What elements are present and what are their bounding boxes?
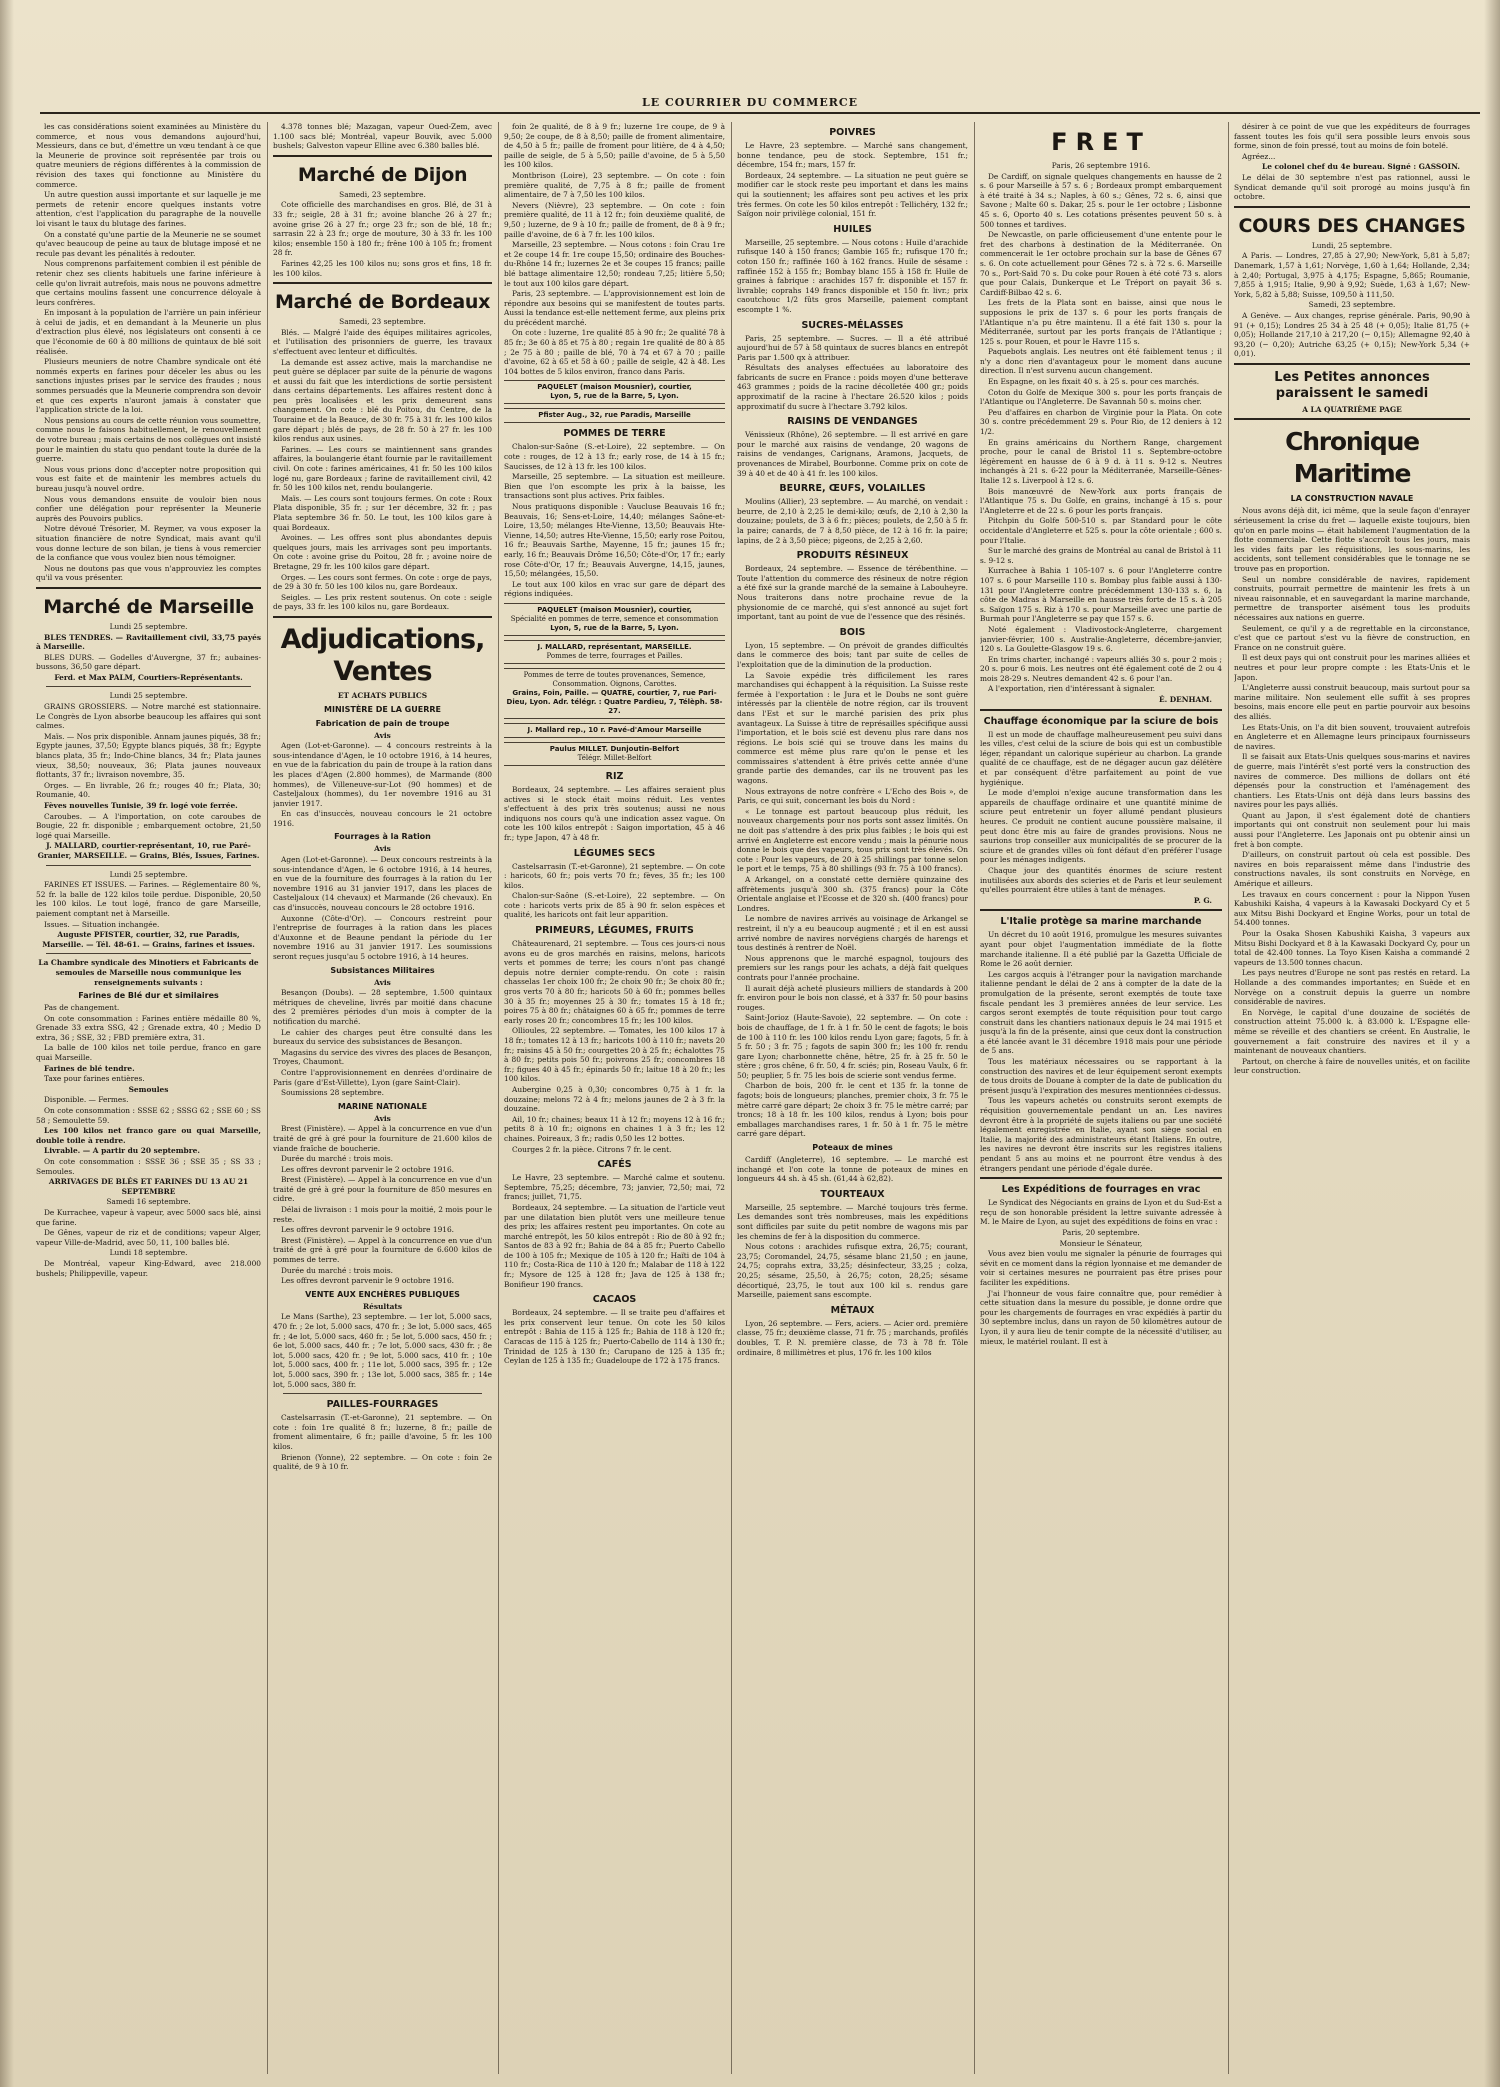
signature: P. G.	[1193, 895, 1212, 905]
dijon-market-heading: Marché de Dijon	[297, 163, 468, 186]
arrivages-heading: ARRIVAGES DE BLÉS ET FARINES DU 13 AU 21 SEPTEMBRE	[48, 1177, 249, 1196]
dateline: Samedi, 23 septembre.	[339, 189, 426, 199]
signature: Le colonel chef du 4e bureau. Signé : GASSOIN.	[1262, 162, 1460, 172]
dateline: Lundi 25 septembre.	[109, 621, 188, 631]
column-divider	[731, 122, 732, 2074]
advertisement: PAQUELET (maison Mousnier), courtier, Lyon, 5, rue de la Barre, 5, Lyon.	[504, 380, 725, 404]
dateline: Lundi 25 septembre.	[109, 691, 188, 701]
column-divider	[267, 122, 268, 2074]
dateline: Paris, 26 septembre 1916.	[1051, 161, 1151, 170]
fret-heading: FRET	[1051, 128, 1151, 156]
dateline: Samedi, 23 septembre.	[339, 317, 426, 327]
cours-des-changes-heading: COURS DES CHANGES	[1238, 214, 1466, 237]
page-left-shadow	[0, 0, 14, 2087]
adjudications-subheading: ET ACHATS PUBLICS	[337, 690, 428, 700]
column-3: foin 2e qualité, de 8 à 9 fr.; luzerne 1re coupe, de 9 à 9,50; 2e coupe, de 8 à 8,50; paille de froment alimentaire, de 4,50 à 5 fr.; paille de froment pour litière, de 4 à 4,50; paille de seigle, de 5 à 5,50; paille d'avoine, de 5 à 5,50 les 100 kilos. Montbrison (Loire), 23 septembre. — On cote : foin première qualité, de 7,75 à 8 fr.; paille de froment alimentaire, de 7 à 7,50 les 100 kilos. Nevers (Nièvre), 23 septembre. — On cote : foin première qualité, de 11 à 12 fr.; foin deuxième qualité, de 9,50 ; luzerne, de 9 à 10 fr.; paille de froment, de 8 à 9 fr.; paille d'avoine, de 6 à 7 fr. les 100 kilos. Marseille, 23 septembre. — Nous cotons : foin Crau 1re et 2e coupe 14 fr. 1re coupe 15,50; ordinaire des Bouches-du-Rhône 14 fr.; luzernes 2e et 3e coupes 15 francs; paille blé battage alimentaire 12,50; rondeau 7,25; litière 5,50; le tout aux 100 kilos gare départ. Paris, 23 septembre. — L'approvisionnement est loin de répondre aux besoins qui se manifestent de toutes parts. Aussi la tendance est-elle nettement ferme, aux pleins prix du précédent marché. On cote : luzerne, 1re qualité 85 à 90 fr.; 2e qualité 78 à 85 fr.; 3e 60 à 85 et 75 à 80 ; regain 1re qualité de 80 à 85 ; 2e 75 à 80 ; paille de blé, 70 à 74 et 67 à 70 ; paille d'avoine, 62 à 65 et 58 à 60 ; paille de seigle, 42 à 48. Les 104 bottes de 5 kilos environ, franco dans Paris. PAQUELET (maison Mousnier), courtier, Lyon, 5, rue de la Barre, 5, Lyon. Pfister Aug., 32, rue Paradis, Marseille POMMES DE TERRE Chalon-sur-Saône (S.-et-Loire), 22 septembre. — On cote : rouges, de 12 à 13 fr.; early rose, de 14 à 15 fr.; Saucisses, de 12 à 13 fr. les 100 kilos. Marseille, 25 septembre. — La situation est meilleure. Bien que l'on escompte les prix à la baisse, les transactions sont plus actives. Prix faibles. Nous pratiquons disponible : Vaucluse Beauvais 16 fr.; Beauvais, 16; Sens-et-Loire, 14,40; mélanges Saône-et-Loire, 13,50; mélanges Hte-Vienne, 13,50; Beauvais Hte-Vienne, 14,50; autres Hte-Vienne, 15,50; early rose Poitou, 16 fr.; Beauvais Sarthe, Mayenne, 15 fr.; jaunes 15 fr.; early, 16 fr.; Beauvais Drôme 16,50; Côte-d'Or, 17 fr.; early rose Côte-d'Or, 17 fr.; Beauvais Auvergne, 14,15, jaunes, 15,50; mélangées, 15,50. Le tout aux 100 kilos en vrac sur gare de départ des régions indiquées. PAQUELET (maison Mousnier), courtier, Spécialité en pommes de terre, semence et consommation Lyon, 5, rue de la Barre, 5, Lyon. J. MALLARD, représentant, MARSEILLE. Pommes de terre, fourrages et Pailles. Pommes de terre de toutes provenances, Semence, Consommation. Oignons, Carottes. Grains, Foin, Paille. — QUATRE, courtier, 7, rue Pari-Dieu, Lyon. Adr. télégr. : Quatre Pardieu, 7, Télèph. 58-27. J. Mallard rep., 10 r. Pavé-d'Amour Marseille Paulus MILLET. Dunjoutin-Belfort Télégr. Millet-Belfort RIZ Bordeaux, 24 septembre. — Les affaires seraient plus actives si le stock était moins réduit. Les ventes s'effectuent à des prix très soutenus; aussi ne nous indiquons nos cours qu'à une indication assez vague. On cote les 100 kilos entrepôt : Saigon importation, 45 à 46 fr.; type Japon, 47 à 48 fr. LÉGUMES SECS Castelsarrasin (T.-et-Garonne), 21 septembre. — On cote : haricots, 60 fr.; pois verts 70 fr.; fèves, 35 fr.; les 100 kilos. Chalon-sur-Saône (S.-et-Loire), 22 septembre. — On cote : haricots verts prix de 85 à 90 fr. selon espèces et qualité, les haricots ont fait leur apparition. PRIMEURS, LÉGUMES, FRUITS Châteaurenard, 21 septembre. — Tous ces jours-ci nous avons eu de gros marchés en raisins, melons, haricots verts et pommes de terre; les cours n'ont pas changé depuis notre dernier compte-rendu. On cote : raisin chasselas 1er choix 100 fr.; 2e choix 90 fr.; 3e choix 80 fr.; gros verts 70 à 80 fr.; haricots 50 à 60 fr.; pommes belles 30 à 35 fr.; moyennes 25 à 30 fr.; tomates 15 à 18 fr.; poires 75 à 80 fr.; châtaignes 60 à 65 fr.; pommes de terre early roses 20 fr.; concombres 15 fr.; les 100 kilos. Ollioules, 22 septembre. — Tomates, les 100 kilos 17 à 18 fr.; tomates 12 à 13 fr.; haricots 100 à 110 fr.; navets 20 fr.; raisins 45 à 50 fr.; courgettes 20 à 25 fr.; échalottes 75 à 80 fr.; petits pois 50 fr.; poivrons 25 fr.; concombres 18 fr.; figues 40 à 45 fr.; épinards 50 fr.; laitue 18 à 20 fr.; les 100 kilos. Aubergine 0,25 à 0,30; concombres 0,75 à 1 fr. la douzaine; melons 72 à 4 fr.; melons jaunes de 2 à 3 fr. la douzaine. Ail, 10 fr.; chaines; beaux 11 à 12 fr.; moyens 12 à 16 fr.; petits 8 à 10 fr.; oignons en chaines 1 à 3 fr.; les 12 chaines. Poireaux, 3 fr.; radis 0,50 les 12 bottes. Courges 2 fr. la pièce. Citrons 7 fr. le cent. CAFÉS Le Havre, 23 septembre. — Marché calme et soutenu. Septembre, 75,25; décembre, 73; janvier, 72,50; mai, 72 francs; juillet, 71,75. Bordeaux, 24 septembre. — La situation de l'article veut par une dilatation bien plutôt vers une meilleure tenue des prix; les affaires restent peu importantes. On cote au marché entrepôt, les 50 kilos entrepôt : Rio de 80 à 92 fr.; Santos de 83 à 92 fr.; Bahia de 84 à 85 fr.; Puerto Cabello de 100 à 105 fr.; Mexique de 105 à 120 fr.; Haïti de 104 à 110 fr.; Costa-Rica de 110 à 120 fr.; Malabar de 118 à 122 fr.; Mysore de 125 à 128 fr.; Java de 125 à 138 fr.; Bonifieur 190 francs. CACAOS Bordeaux, 24 septembre. — Il se traite peu d'affaires et les prix conservent leur tenue. On cote les 50 kilos entrepôt : Bahia de 115 à 125 fr.; Bahia de 118 à 120 fr.; Caracas de 115 à 125 fr.; Puerto-Cabello de 114 à 130 fr.; Trinidad de 125 à 130 fr.; Carupano de 125 à 135 fr.; Ceylan de 125 à 135 fr.; Guadeloupe de 172 à 175 francs.	[504, 122, 725, 1366]
column-divider	[1228, 122, 1229, 2074]
column-5: FRET Paris, 26 septembre 1916. De Cardiff, on signale quelques changements en hausse de 2 s. 6 pour Marseille à 57 s. 6 ; Bordeaux prompt embarquement à été traité à 34 s.; Naples, à 60 s.; Gênes, 72 s. 6, ainsi que Savone ; Malte 60 s. Dakar, 25 s. pour le 1er octobre ; Lisbonne 45 s. 6, Oporto 40 s. Les cotations présentes peuvent 50 s. à 500 tonnes et tardives. De Newcastle, on parle officieusement d'une entente pour le fret des charbons à destination de la Méditerranée. On commencerait le 1er octobre prochain sur la base de Gênes 67 s. 6. On cote actuellement pour Gênes 72 s. à 72 s. 6. Marseille 70 s., Port-Saïd 70 s. Du coke pour Rouen à été coté 73 s. alors que pour Calais, Dunkerque et Le Tréport on payait 36 s. Cardiff-Bilbao 42 s. 6. Les frets de la Plata sont en baisse, ainsi que nous le supposions le prix de 137 s. 6 pour les ports français de l'Atlantique n'a pu être maintenu. Il a été fait 130 s. pour la Méditerranée, surtout par les ports français de l'Atlantique ; 125 s. pour Rouen, et pour le Havre 115 s. Paquebots anglais. Les neutres ont été faiblement tenus ; il n'y a donc rien d'avantageux pour le moment dans aucune direction. Il n'est survenu aucun changement. En Espagne, on les fixait 40 s. à 25 s. pour ces marchés. Coton du Golfe de Mexique 300 s. pour les ports français de l'Atlantique ou l'Angleterre. De Savannah 50 s. moins cher. Peu d'affaires en charbon de Virginie pour la Plata. On cote 30 s. contre précédemment 29 s. Pour Rio, de 12 deniers à 12 1/2. En grains américains du Northern Range, chargement proche, pour le canal de Bristol 11 s. Septembre-octobre légèrement en hausse de 6 à 9 d. à 11 s. 9-12 s. Neutres inchangés à 21 s. 6-22 pour la Méditerranée, Marseille-Gênes-Italie 12 s. Liverpool à 12 s. 6. Bois manœuvré de New-York aux ports français de l'Atlantique 75 s. Du Golfe, en grains, inchangé à 15 s. pour l'Angleterre et de 22 s. 6 pour les ports français. Pitchpin du Golfe 500-510 s. par Standard pour le côte occidentale d'Angleterre et 525 s. pour la côte orientale ; 600 s. pour l'Italie. Sur le marché des grains de Montréal au canal de Bristol à 11 s. 9-12 s. Kurrachee à Bahia 1 105-107 s. 6 pour l'Angleterre contre 107 s. 6 pour Marseille 110 s. Bombay plus faible aussi à 130-131 pour l'Angleterre contre précédemment 130-133 s. 6, la côte de Madras à Marseille en hausse très forte de 15 s. à 205 s. Saïgon 175 s. Riz à 170 s. pour Marseille avec une partie de Burmah pour l'Angleterre se pay que 157 s. 6. Noté également : Vladivostock-Angleterre, chargement janvier-février, 100 s. Australie-Angleterre, décembre-janvier, 120 s. La Goulette-Glasgow 19 s. 6. En trims charter, inchangé : vapeurs alliés 30 s. pour 2 mois ; 20 s. pour 6 mois. Les neutres ont été également coté de 2 ou 4 mois 28-29 s. Neutres demandent 42 s. 6 pour l'an. A l'exportation, rien d'intéressant à signaler. É. DENHAM. Chauffage économique par la sciure de bois Il est un mode de chauffage malheureusement peu suivi dans les villes, c'est celui de la sciure de bois qui est un combustible léger, répandant un calorique supérieur au charbon. La grande qualité de ce chauffage, est de ne dégager aucun gaz délétère et par conséquent d'être parfaitement au point de vue hygiénique. Le mode d'emploi n'exige aucune transformation dans les appareils de chauffage ordinaire et une quantité minime de sciure peut entretenir un foyer allumé pendant plusieurs heures. Ce produit ne contient aucune poussière malsaine, il peut donc être mis au faire de grandes provisions. Nous ne saurions trop conseiller aux municipalités de se procurer de la sciure et de grandes villes où font défaut d'en préférer l'usage pour les ménages indigents. Chaque jour des quantités énormes de sciure restent inutilisées aux abords des scieries et de Paris et leur seulement qu'elles pourraient être utiles à tant de ménages. P. G. L'Italie protège sa marine marchande Un décret du 10 août 1916, promulgue les mesures suivantes ayant pour objet l'augmentation immédiate de la flotte marchande italienne. Il a été publié par la Gazetta Ufficiale de Rome le 26 août dernier. Les cargos acquis à l'étranger pour la navigation marchande italienne pendant le délai de 2 ans à compter de la date de la promulgation de la présente, seront exemptés de toute taxe fiscale pendant les 3 premières années de leur service. Les cargos seront exemptés de toute réquisition pour tout cargo construit dans les chantiers nationaux depuis le 24 mai 1915 et jusqu'à la fin de la présente, ainsi que ceux dont la construction a été lancée avant le 31 décembre 1918 mais pour une période de 5 ans. Tous les matériaux nécessaires ou se rapportant à la construction des navires et de leur équipement seront exempts de tous droits de Douane à compter de la date de publication du présent jusqu'à l'expiration des mesures mentionnées ci-dessus. Tous les vapeurs achetés ou construits seront exempts de réquisition gouvernementale pendant un an. Les navires devront être à la propriété de sujets italiens ou par une société légalement enregistrée en Italie, ayant son siège social en Italie, la majorité des administrateurs étant Italiens. En outre, les navires ne devront être inscrits sur les registres italiens pendant 5 ans au moins et ne pourront être vendus à des étrangers pendant une période d'égale durée. Les Expéditions de fourrages en vrac Le Syndicat des Négociants en grains de Lyon et du Sud-Est a reçu de son honorable président la lettre suivante adressée à M. le Maire de Lyon, au sujet des expéditions de foins en vrac : Paris, 20 septembre. Monsieur le Sénateur, Vous avez bien voulu me signaler la pénurie de fourrages qui sévit en ce moment dans la région lyonnaise et me demander de voir si certaines mesures ne pourraient pas être prises pour faciliter les expéditions. J'ai l'honneur de vous faire connaître que, pour remédier à cette situation dans la mesure du possible, je donne ordre que pour les chargements de fourrages en vrac expédiés à partir du 30 septembre inclus, dans un rayon de 50 kilomètres autour de Lyon, il y aura lieu de tenir compte de la nécessité d'utiliser, au mieux, le matériel roulant. Il est à	[980, 128, 1222, 1346]
advertisement: J. Mallard rep., 10 r. Pavé-d'Amour Marseille	[504, 723, 725, 738]
advertisement: Paulus MILLET. Dunjoutin-Belfort Télégr. Millet-Belfort	[504, 742, 725, 766]
masthead-rule	[40, 112, 1480, 114]
advertisement: J. MALLARD, représentant, MARSEILLE. Pommes de terre, fourrages et Pailles.	[504, 640, 725, 664]
broker-line: Auguste PFISTER, courtier, 32, rue Paradis, Marseille. — Tél. 48-61. — Grains, farines et issues.	[42, 930, 255, 949]
advertisement: Pfister Aug., 32, rue Paradis, Marseille	[504, 408, 725, 423]
chauffage-heading: Chauffage économique par la sciure de bois	[983, 715, 1219, 727]
cacaos-heading: CACAOS	[592, 1294, 637, 1306]
petites-annonces-notice: Les Petites annonces paraissent le samedi	[1274, 369, 1430, 401]
chambre-syndicale-notice: La Chambre syndicale des Minotiers et Fabricants de semoules de Marseille nous communique les renseignements suivants :	[38, 958, 259, 987]
raisins-heading: RAISINS DE VENDANGES	[787, 416, 918, 428]
column-6: désirer à ce point de vue que les expéditeurs de fourrages fassent toutes les fois qu'il sera possible leurs envois sous forme, sinon de foin pressé, tout au moins de foin botelé. Agréez... Le colonel chef du 4e bureau. Signé : GASSOIN. Le délai de 30 septembre n'est pas rationnel, aussi le Syndicat demande qu'il soit prorogé au moins jusqu'à fin octobre. COURS DES CHANGES Lundi, 25 septembre. A Paris. — Londres, 27,85 à 27,90; New-York, 5,81 à 5,87; Danemark, 1,57 à 1,61; Norvège, 1,60 à 1,64; Hollande, 2,34; à 2,40; Portugal, 3,975 à 4,175; Espagne, 5,865; Roumanie, 7,855 à 1,915; Italie, 9,90 à 9,92; Suède, 1,63 à 1,67; New-York, 5,82 à 5,88; Suisse, 109,50 à 111,50. Samedi, 23 septembre. A Genève. — Aux changes, reprise générale. Paris, 90,90 à 91 (+ 0,15); Londres 25 34 à 25 48 (+ 0,05); Italie 81,75 (+ 0,05); Hollande 217,10 à 217,20 (− 0,15); Allemagne 92,40 à 93,20 (− 0,20); Autriche 63,25 (+ 0,15); New-York 5,34 (+ 0,01). Les Petites annonces paraissent le samedi A LA QUATRIÈME PAGE Chronique Maritime LA CONSTRUCTION NAVALE Nous avons déjà dit, ici même, que la seule façon d'enrayer sérieusement la crise du fret — laquelle existe toujours, bien qu'on en parle moins — était habilement l'augmentation de la flotte commerciale. Cette flotte s'accroît tous les jours, mais les vides faits par les réquisitions, les sous-marins, les accidents, sont tellement considérables que le tonnage ne se trouve pas en proportion. Seul un nombre considérable de navires, rapidement construits, pourrait permettre de maintenir les frets à un niveau raisonnable, et en sauvegardant la marine marchande, permettre de transporter aisément tous les produits nécessaires aux nations en guerre. Seulement, ce qu'il y a de regrettable en la circonstance, c'est que ce partout s'est vu la fièvre de construction, en France on ne construit guère. Il est deux pays qui ont construit pour les marines alliées et neutres et pour leur propre compte : les Etats-Unis et le Japon. L'Angleterre aussi construit beaucoup, mais surtout pour sa marine militaire. Non seulement elle suffit à ses propres besoins, mais encore elle peut en partie pourvoir aux besoins des alliés. Les Etats-Unis, on l'a dit bien souvent, trouvaient autrefois en Angleterre et en Allemagne leurs principaux fournisseurs de navires. Il se faisait aux Etats-Unis quelques sous-marins et navires de guerre, mais l'intérêt s'est porté vers la construction des navires de commerce. Des millions de dollars ont été dépensés pour la construction et l'aménagement des chantiers. Les Etats-Unis ont déjà dans leurs bassins des navires pour les pays alliés. Quant au Japon, il s'est également doté de chantiers importants qui ont construit non seulement pour lui mais aussi pour l'Angleterre. Les Japonais ont pu obtenir ainsi un fret à bon compte. D'ailleurs, on construit partout où cela est possible. Des navires en bois reparaissent même dans l'industrie des constructions navales, ils sont construits en Norvège, en Amérique et ailleurs. Les travaux en cours concernent : pour la Nippon Yusen Kabushiki Kaisha, 4 vapeurs à la Kawasaki Dockyard Cy et 5 aux Mitsu Bishi Dockyard et Engine Works, pour un total de 54.400 tonnes. Pour la Osaka Shosen Kabushiki Kaisha, 3 vapeurs aux Mitsu Bishi Dockyard et 8 à la Kawasaki Dockyard Cy, pour un total de 42.400 tonnes. La Toyo Kisen Kaisha a commandé 2 vapeurs de 13.500 tonnes chacun. Les pays neutres d'Europe ne sont pas restés en retard. La Hollande a des commandes importantes; en Suède et en Norvège on a construit depuis la guerre un nombre considérable de navires. En Norvège, le capital d'une douzaine de sociétés de construction atteint 75.000 k. à 83.000 k. L'Espagne elle-même se réveille et des chantiers se créent. En Australie, le gouvernement a fait construire des navires et il y a maintenant de nouveaux chantiers. Partout, on cherche à faire de nouvelles unités, et on facilite leur construction.	[1234, 122, 1470, 1076]
huiles-heading: HUILES	[833, 223, 872, 235]
produits-resineux-heading: PRODUITS RÉSINEUX	[796, 550, 909, 562]
poteaux-heading: Poteaux de mines	[812, 1143, 893, 1153]
advertisement: Pommes de terre de toutes provenances, Semence, Consommation. Oignons, Carottes. Grains, Foin, Paille. — QUATRE, courtier, 7, rue Pari-Dieu, Lyon. Adr. télégr. : Quatre Pardieu, 7, Télèph. 58-27.	[504, 668, 725, 719]
broker-line: Ferd. et Max PALM, Courtiers-Représentants.	[54, 672, 243, 682]
signature: É. DENHAM.	[1158, 695, 1212, 705]
dateline: Samedi, 23 septembre.	[1308, 300, 1396, 310]
bois-heading: BOIS	[839, 626, 866, 638]
farines-ble-heading: Farines de Blé dur et similaires	[78, 991, 219, 1001]
poivres-heading: POIVRES	[829, 127, 876, 138]
fourrages-vrac-heading: Les Expéditions de fourrages en vrac	[1001, 1184, 1201, 1196]
bordeaux-market-heading: Marché de Bordeaux	[274, 291, 491, 314]
legumes-secs-heading: LÉGUMES SECS	[573, 847, 656, 859]
construction-navale-heading: LA CONSTRUCTION NAVALE	[1290, 494, 1414, 504]
column-4: POIVRES Le Havre, 23 septembre. — Marché sans changement, bonne tendance, peu de stock. Septembre, 151 fr.; décembre, 154 fr.; mars, 157 fr. Bordeaux, 24 septembre. — La situation ne peut guère se modifier car le stock reste peu important et dans les mains qui la soutiennent; les affaires sont peu actives et les prix très fermes. On cote les 50 kilos entrepôt : Tellichéry, 132 fr.; Saïgon noir privilège colonial, 151 fr. HUILES Marseille, 25 septembre. — Nous cotons : Huile d'arachide rufisque 140 à 150 francs; Gambie 165 fr.; rufisque 170 fr.; coton 150 fr.; raffinée 160 à 162 francs. Huile de sésame : raffinée 152 à 155 fr.; Bombay blanc 155 à 158 fr. Huile de graines à fabrique : arachides 157 fr. disponible et 157 fr. livrable; coprahs 149 francs disponible et 150 fr. livr.; prix caoutchouc 1/2 fûts gros Marseille, paiement comptant escompte 1 %. SUCRES-MÉLASSES Paris, 25 septembre. — Sucres. — Il a été attribué aujourd'hui de 57 à 58 quintaux de sucres blancs en entrepôt Paris par 1.500 qx à attribuer. Résultats des analyses effectuées au laboratoire des fabricants de sucre en France : poids moyen d'une betterave 463 grammes ; poids de la racine décolletée 400 gr.; poids approximatif de la racine à l'hectare 26.520 kilos ; poids approximatif du sucre à l'hectare 3.792 kilos. RAISINS DE VENDANGES Vénissieux (Rhône), 26 septembre. — Il est arrivé en gare pour le marché aux raisins de vendange, 20 wagons de raisins de vendanges, Carignans, Aramons, Jacquets, de provenances de Mirabel, Bourbonne. Comme prix on cote de 39 à 40 et de 40 à 41 fr. les 100 kilos. BEURRE, ŒUFS, VOLAILLES Moulins (Allier), 23 septembre. — Au marché, on vendait : beurre, de 2,10 à 2,25 le demi-kilo; œufs, de 2,10 à 2,30 la douzaine; poulets, de 3 à 6 fr.; pièces; poulets, de 2,50 à 5 fr. la paire; canards, de 7 à 8,50 pièce, de 12 à 16 fr. la paire; lapins, de 2 à 3,50 pièce; pigeons, de 2,25 à 2,60. PRODUITS RÉSINEUX Bordeaux, 24 septembre. — Essence de térébenthine. — Toute l'attention du commerce des résineux de notre région a été fixé sur la grande marché de la semaine à Labouheyre. Nous traiterons dans notre prochaine revue de la physionomie de ce marché, qui s'est annoncé au sujet fort important, tant au point de vue de l'essence que des résinés. BOIS Lyon, 15 septembre. — On prévoit de grandes difficultés dans le commerce des bois; tant par suite de celles de l'exploitation que de la diminution de la production. La Savoie expédie très difficilement les rares marchandises qui échappent à la réquisition. La Suisse reste fermée à l'exportation : le Jura et le Doubs ne sont guère intéressés par la clientèle de notre région, car ils trouvent dans l'Est et sur le marché parisien des prix plus avantageux. La Suisse à titre de représailles spécifique aussi l'importation, et le bois scié est devenu plus rare dans nos régions. Le bois scié qui se trouve dans les mains du commerce est même plus rare qu'on le pense et les commissaires s'attendent à être privés cette année d'une grande partie des demandes, car ils ne trouvent pas les wagons. Nous extrayons de notre confrère « L'Echo des Bois », de Paris, ce qui suit, concernant les bois du Nord : « Le tonnage est partout beaucoup plus réduit, les nouveaux chargements pour nos ports sont assez limités. On ne doit pas s'attendre à des prix plus faibles ; le bois qui est arrivé en Angleterre est encore vendu ; mais la pénurie nous donne le bois que des vapeurs, tous prix sont très élevés. On cote : Pour les vapeurs, de 20 à 25 shillings par tonne selon le port et le temps, 75 à 80 shillings (93 fr. 75 à 100 francs). A Arkangel, on a constaté cette dernière quinzaine des affrètements jusqu'à 300 sh. (375 francs) pour la Côte Orientale anglaise et l'Ecosse et de 320 sh. (400 francs) pour Londres. Le nombre de navires arrivés au voisinage de Arkangel se restreint, il n'y a eu beaucoup augmenté ; et il en est aussi arrivé nombre de navires norvégiens chargés de harengs et tous destinés à rentrer de Noël. Nous apprenons que le marché espagnol, toujours des premiers sur les rangs pour les achats, a déjà fait quelques contrats pour l'année prochaine. Il aurait déjà acheté plusieurs milliers de standards à 200 fr. environ pour le bois non classé, et à 337 fr. 50 pour basins rouges. Saint-Jorioz (Haute-Savoie), 22 septembre. — On cote : bois de chauffage, de 1 fr. à 1 fr. 50 le cent de fagots; le bois de 100 à 110 fr. les 100 kilos rendu Lyon gare; fagots, 5 fr. à 5 fr. 50 ; 3 fr. 75 ; fagots de sapin 300 fr.; les 100 fr. rendu gare Lyon; charbonnette chêne, hêtre, 25 fr. à 25 fr. 50 le stère ; gros chêne, 6 fr. 50, 4 fr. sciés; pin, Roseau Vaulx, 6 fr. 50; peuplier, 5 fr. 75 les bois de scierie sont vendus ferme. Charbon de bois, 200 fr. le cent et 135 fr. la tonne de fagots; bois de longueurs; planches, premier choix, 3 fr. 75 le mètre carré gare départ; 2e choix 3 fr. 75 le mètre carré; par troncs; 18 à 18 fr. les 100 kilos, rendus à Lyon; bois pour emballages marchandises rares, 1 fr. 50 à 1 fr. 75 le mètre carré gare départ. Poteaux de mines Cardiff (Angleterre), 16 septembre. — Le marché est inchangé et l'on cote la tonne de poteaux de mines en longueurs 44 sh. à 45 sh. (61,44 à 62,82). TOURTEAUX Marseille, 25 septembre. — Marché toujours très ferme. Les demandes sont très nombreuses, mais les expéditions sont difficiles par suite du petit nombre de wagons mis par les chemins de fer à la disposition du commerce. Nous cotons : arachides rufisque extra, 26,75; courant, 23,75; Coromandel, 24,75, sésame blanc 21,50 ; en jaune, 24,75; coprahs extra, 33,25; désinfecteur, 33,25 ; colza, 20,25; sésame, 25,50, à 26,75; coton, 28,25; sésame décortiqué, 23,75, le tout aux 100 kil s. rendus gare Marseille, paiement sans escompte. MÉTAUX Lyon, 26 septembre. — Fers, aciers. — Acier ord. première classe, 75 fr.; deuxième classe, 71 fr. 75 ; marchands, profilés doubles, T. P. N. première classe, de 73 à 78 fr. Tôle ordinaire, 8 millimètres et plus, 176 fr. les 100 kilos	[737, 127, 968, 1357]
beurre-heading: BEURRE, ŒUFS, VOLAILLES	[779, 483, 926, 495]
intro-text: les cas considérations soient examinées au Ministère du commerce, et nous vous demandons aujourd'hui, Messieurs, dans ce but, d'émettre un vœu tendant à ce que la Meunerie de province soit représentée par trois ou quatre meuniers de régions différentes à la commission de révision des taxes qui fonctionne au Ministère du commerce. Un autre question aussi importante et sur laquelle je me permets de retenir encore quelques instants votre attention, c'est l'application du paragraphe de la nouvelle loi visant le taux du blutage des farines. On a constaté qu'une partie de la Meunerie ne se soumet qu'avec beaucoup de peine au taux de blutage imposé et ne recule pas devant les pénalités à redouter. Nous comprenons parfaitement combien il est pénible de retenir chez ses clients habituels une farine inférieure à celle qu'on livrait autrefois, mais nous ne pouvons admettre que certains moulins fassent une concurrence déloyale à leurs confrères. En imposant à la population de l'arrière un pain inférieur à celui de jadis, et en demandant à la Meunerie un plus d'extraction plus élevé, nos législateurs ont consenti à ce que l'économie de 60 à 80 millions de quintaux de blé soit réalisée. Plusieurs meuniers de notre Chambre syndicale ont été nommés experts en farines pour déceler les abus ou les sanctions injustes prises par le service des fraudes ; nous sommes persuadés que la Meunerie comprendra son devoir et que ces experts n'auront jamais à constater que l'application stricte de la loi. Nous pensions au cours de cette réunion vous soumettre, comme nous le faisons habituellement, le renouvellement de votre bureau ; mais certains de nos collègues ont insisté pour le maintien du statu quo pendant toute la durée de la guerre. Nous vous prions donc d'accepter notre proposition qui vous est faite et de maintenir les membres actuels du bureau jusqu'à nouvel ordre. Nous vous demandons ensuite de vouloir bien nous confier une délégation pour représenter la Meunerie auprès des Pouvoirs publics. Notre dévoué Trésorier, M. Reymer, va vous exposer la situation financière de notre Syndicat, mais avant qu'il vous donne lecture de son bilan, je tiens à vous remercier de la confiance que vous voulez bien nous témoigner. Nous ne doutons pas que vous n'approuviez les comptes qu'il va vous présenter.	[36, 122, 261, 583]
page-right-shadow	[1484, 0, 1500, 2087]
column-2: 4.378 tonnes blé; Mazagan, vapeur Oued-Zem, avec 1.100 sacs blé; Montréal, vapeur Bouvik, avec 5.000 bushels; Galveston vapeur Elline avec 6.380 balles blé. Marché de Dijon Samedi, 23 septembre. Cote officielle des marchandises en gros. Blé, de 31 à 33 fr.; seigle, 28 à 31 fr.; avoine blanche 26 à 27 fr.; avoine grise 26 à 27 fr.; orge 23 fr.; son de blé, 18 fr.; sarrasin 22 à 23 fr.; orge de mouture, 30 à 33 fr. les 100 kilos; ensemble 150 à 180 fr.; frêne 100 à 105 fr.; froment 28 fr. Farines 42,25 les 100 kilos nu; sons gros et fins, 18 fr. les 100 kilos. Marché de Bordeaux Samedi, 23 septembre. Blés. — Malgré l'aide des équipes militaires agricoles, et l'utilisation des prisonniers de guerre, les travaux s'effectuent avec lenteur et difficultés. La demande est assez active, mais la marchandise ne peut guère se déplacer par suite de la pénurie de wagons et aussi du fait que les interdictions de sortie persistent dans certains départements. Les affaires restent donc à peu près localisées et les prix demeurent sans changement. On cote : blé du Poitou, du Centre, de la Touraine et de la Beauce, de 30 fr. 75 à 31 fr. les 100 kilos gare départ ; blés de pays, de 28 fr. 50 à 27 fr. les 100 kilos rendus aux usines. Farines. — Les cours se maintiennent sans grandes affaires, la boulangerie étant fournie par le ravitaillement civil. On cote : farines américaines, 41 fr. 50 les 100 kilos logé nu, gare Bordeaux ; farine de ravitaillement civil, 42 fr. 50 les 100 kilos net, rendu boulangerie. Maïs. — Les cours sont toujours fermes. On cote : Roux Plata disponible, 35 fr. ; sur 1er décembre, 32 fr. ; pas Plata septembre 36 fr. 50. Le tout, les 100 kilos gare à quai Bordeaux. Avoines. — Les offres sont plus abondantes depuis quelques jours, mais les arrivages sont peu importants. On cote : avoine grise du Poitou, 28 fr. ; avoine noire de Bretagne, 29 fr. les 100 kilos gare départ. Orges. — Les cours sont fermes. On cote : orge de pays, de 29 à 30 fr. 50 les 100 kilos nu, gare Bordeaux. Seigles. — Les prix restent soutenus. On cote : seigle de pays, 33 fr. les 100 kilos nu, gare Bordeaux. Adjudications, Ventes ET ACHATS PUBLICS MINISTÈRE DE LA GUERRE Fabrication de pain de troupe Avis Agen (Lot-et-Garonne). — 4 concours restreints à la sous-intendance d'Agen, le 10 octobre 1916, à 14 heures, en vue de la fabrication du pain de troupe à la ration dans les places d'Agen (2.800 hommes), de Marmande (800 hommes), de Villeneuve-sur-Lot (90 hommes) et de Casteljaloux (hommes), du 1er novembre 1916 au 31 janvier 1917. En cas d'insuccès, nouveau concours le 21 octobre 1916. Fourrages à la Ration Avis Agen (Lot-et-Garonne). — Deux concours restreints à la sous-intendance d'Agen, le 6 octobre 1916, à 14 heures, en vue de la fourniture des fourrages à la ration du 1er novembre 1916 au 31 janvier 1917, dans les places de Casteljaloux (14 chevaux) et Marmande (26 chevaux). En cas d'insuccès, nouveau concours le 28 octobre 1916. Auxonne (Côte-d'Or). — Concours restreint pour l'entreprise de fourrages à la ration dans les places d'Auxonne et de Beaune pendant la période du 1er novembre 1916 au 31 janvier 1917. Les soumissions seront reçues jusqu'au 5 octobre 1916, à 14 heures. Subsistances Militaires Avis Besançon (Doubs). — 28 septembre, 1.500 quintaux métriques de cheveline, livrés par moitié dans chacune des 2 premières périodes d'un mois à compter de la notification du marché. Le cahier des charges peut être consulté dans les bureaux du service des subsistances de Besançon. Magasins du service des vivres des places de Besançon, Troyes, Chaumont. Contre l'approvisionnement en denrées d'ordinaire de Paris (gare d'Est-Villette), Lyon (gare Saint-Clair). Soumissions 28 septembre. MARINE NATIONALE Avis Brest (Finistère). — Appel à la concurrence en vue d'un traité de gré à gré pour la fourniture de 21.600 kilos de viande fraîche de boucherie. Durée du marché : trois mois. Les offres devront parvenir le 2 octobre 1916. Brest (Finistère). — Appel à la concurrence en vue d'un traité de gré à gré pour la fourniture de 850 mesures en cidre. Délai de livraison : 1 mois pour la moitié, 2 mois pour le reste. Les offres devront parvenir le 9 octobre 1916. Brest (Finistère). — Appel à la concurrence en vue d'un traité de gré à gré pour la fourniture de 6.600 kilos de pommes de terre. Durée du marché : trois mois. Les offres devront parvenir le 9 octobre 1916. VENTE AUX ENCHÈRES PUBLIQUES Résultats Le Mans (Sarthe), 23 septembre. — 1er lot, 5.000 sacs, 470 fr. ; 2e lot, 5.000 sacs, 470 fr. ; 3e lot, 5.000 sacs, 465 fr. ; 4e lot, 5.000 sacs, 460 fr. ; 5e lot, 5.000 sacs, 450 fr. ; 6e lot, 5.000 sacs, 440 fr. ; 7e lot, 5.000 sacs, 430 fr. ; 8e lot, 5.000 sacs, 420 fr. ; 9e lot, 5.000 sacs, 410 fr. ; 10e lot, 5.000 sacs, 400 fr. ; 11e lot, 5.000 sacs, 395 fr. ; 12e lot, 5.000 sacs, 390 fr. ; 13e lot, 5.000 sacs, 385 fr. ; 14e lot, 5.000 sacs, 380 fr. PAILLES-FOURRAGES Castelsarrasin (T.-et-Garonne), 21 septembre. — On cote : foin 1re qualité 8 fr.; luzerne, 8 fr.; paille de froment alimentaire, 6 fr.; paille d'avoine, 5 fr. les 100 kilos. Brienon (Yonne), 22 septembre. — On cote : foin 2e qualité, de 9 à 10 fr.	[273, 122, 492, 1472]
metaux-heading: MÉTAUX	[830, 1304, 875, 1316]
adjudications-heading: Adjudications, Ventes	[280, 623, 485, 687]
section-rule	[36, 587, 261, 589]
riz-heading: RIZ	[605, 770, 624, 782]
dateline: Lundi 25 septembre.	[109, 869, 188, 879]
column-1: les cas considérations soient examinées au Ministère du commerce, et nous vous demandons aujourd'hui, Messieurs, dans ce but, d'émettre un vœu tendant à ce que la Meunerie de province soit représentée par trois ou quatre meuniers de régions différentes à la commission de révision des taxes qui fonctionne au Ministère du commerce. Un autre question aussi importante et sur laquelle je me permets de retenir encore quelques instants votre attention, c'est l'application du paragraphe de la nouvelle loi visant le taux du blutage des farines. On a constaté qu'une partie de la Meunerie ne se soumet qu'avec beaucoup de peine au taux de blutage imposé et ne recule pas devant les pénalités à redouter. Nous comprenons parfaitement combien il est pénible de retenir chez ses clients habituels une farine inférieure à celle qu'on livrait autrefois, mais nous ne pouvons admettre que certains moulins fassent une concurrence déloyale à leurs confrères. En imposant à la population de l'arrière un pain inférieur à celui de jadis, et en demandant à la Meunerie un plus d'extraction plus élevé, nos législateurs ont consenti à ce que l'économie de 60 à 80 millions de quintaux de blé soit réalisée. Plusieurs meuniers de notre Chambre syndicale ont été nommés experts en farines pour déceler les abus ou les sanctions injustes prises par le service des fraudes ; nous sommes persuadés que la Meunerie comprendra son devoir et que ces experts n'auront jamais à constater que l'application stricte de la loi. Nous pensions au cours de cette réunion vous soumettre, comme nous le faisons habituellement, le renouvellement de votre bureau ; mais certains de nos collègues ont insisté pour le maintien du statu quo pendant toute la durée de la guerre. Nous vous prions donc d'accepter notre proposition qui vous est faite et de maintenir les membres actuels du bureau jusqu'à nouvel ordre. Nous vous demandons ensuite de vouloir bien nous confier une délégation pour représenter la Meunerie auprès des Pouvoirs publics. Notre dévoué Trésorier, M. Reymer, va vous exposer la situation financière de notre Syndicat, mais avant qu'il vous donne lecture de son bilan, je tiens à vous remercier de la confiance que vous voulez bien nous témoigner. Nous ne doutons pas que vous n'approuviez les comptes qu'il va vous présenter. Marché de Marseille Lundi 25 septembre. BLES TENDRES. — Ravitaillement civil, 33,75 payés à Marseille. BLES DURS. — Godelles d'Auvergne, 37 fr.; aubaines-bussons, 36,50 gare départ. Ferd. et Max PALM, Courtiers-Représentants. Lundi 25 septembre. GRAINS GROSSIERS. — Notre marché est stationnaire. Le Congrès de Lyon absorbe beaucoup les affaires qui sont calmes. Maïs. — Nos prix disponible. Annam jaunes piqués, 38 fr.; Egypte jaunes, 37,50; Egypte blancs piqués, 38 fr.; Egypte blancs plata, 35 fr.; Indo-Chine blancs, 34 fr.; Plata jaunes vieux, 38,50; nouveaux, 36; Plata jaunes nouveaux flottants, 37 fr.; livraison novembre, 35. Orges. — En livrable, 26 fr.; rouges 40 fr.; Plata, 30; Roumanie, 40. Fèves nouvelles Tunisie, 39 fr. logé voie ferrée. Caroubes. — A l'importation, on cote caroubes de Bougie, 22 fr. disponible ; embarquement octobre, 21,50 logé quai Marseille. J. MALLARD, courtier-représentant, 10, rue Paré-Granier, MARSEILLE. — Grains, Blés, Issues, Farines. Lundi 25 septembre. FARINES ET ISSUES. — Farines. — Réglementaire 80 %, 52 fr. la balle de 122 kilos toile perdue. Disponible, 20,50 les 100 kilos. Le tout logé, franco de gare Marseille, paiement comptant net à Marseille. Issues. — Situation inchangée. Auguste PFISTER, courtier, 32, rue Paradis, Marseille. — Tél. 48-61. — Grains, farines et issues. La Chambre syndicale des Minotiers et Fabricants de semoules de Marseille nous communique les renseignements suivants : Farines de Blé dur et similaires Pas de changement. On cote consommation : Farines entière médaille 80 %, Grenade 33 extra SSG, 42 ; Grenade extra, 40 ; Medio D extra, 36 ; SSE, 32 ; FBD première extra, 31. La balle de 100 kilos net toile perdue, franco en gare quai Marseille. Farines de blé tendre. Taxe pour farines entières. Semoules Disponible. — Fermes. On cote consommation : SSSE 62 ; SSSG 62 ; SSE 60 ; SS 58 ; Semoulette 59. Les 100 kilos net franco gare ou quai Marseille, double toile à rendre. Livrable. — A partir du 20 septembre. On cote consommation : SSSE 36 ; SSE 35 ; SS 33 ; Semoules. ARRIVAGES DE BLÉS ET FARINES DU 13 AU 21 SEPTEMBRE Samedi 16 septembre. De Kurrachee, vapeur à vapeur, avec 5000 sacs blé, ainsi que farine. De Gênes, vapeur de riz et de conditions; vapeur Alger, vapeur Ville-de-Madrid, avec 50, 11, 100 balles blé. Lundi 18 septembre. De Montréal, vapeur King-Edward, avec 218.000 bushels; Philippeville, vapeur.	[36, 122, 261, 1278]
primeurs-heading: PRIMEURS, LÉGUMES, FRUITS	[535, 925, 694, 937]
tourteaux-heading: TOURTEAUX	[820, 1188, 885, 1200]
cafes-heading: CAFÉS	[597, 1159, 632, 1171]
masthead: LE COURRIER DU COMMERCE	[642, 96, 858, 109]
dateline: Lundi, 25 septembre.	[1311, 240, 1393, 250]
sucres-heading: SUCRES-MÉLASSES	[801, 319, 904, 331]
marseille-market-heading: Marché de Marseille	[43, 595, 254, 618]
italie-heading: L'Italie protège sa marine marchande	[1000, 916, 1202, 928]
broker-line: J. MALLARD, courtier-représentant, 10, rue Paré-Granier, MARSEILLE. — Grains, Blés, Issues, Farines.	[37, 841, 260, 860]
column-divider	[498, 122, 499, 2074]
pailles-fourrages-heading: PAILLES-FOURRAGES	[326, 1399, 439, 1411]
chronique-maritime-heading: Chronique Maritime	[1285, 427, 1419, 489]
pommes-de-terre-heading: POMMES DE TERRE	[563, 428, 666, 440]
column-divider	[974, 122, 975, 2074]
advertisement: PAQUELET (maison Mousnier), courtier, Spécialité en pommes de terre, semence et consommation Lyon, 5, rue de la Barre, 5, Lyon.	[504, 603, 725, 636]
